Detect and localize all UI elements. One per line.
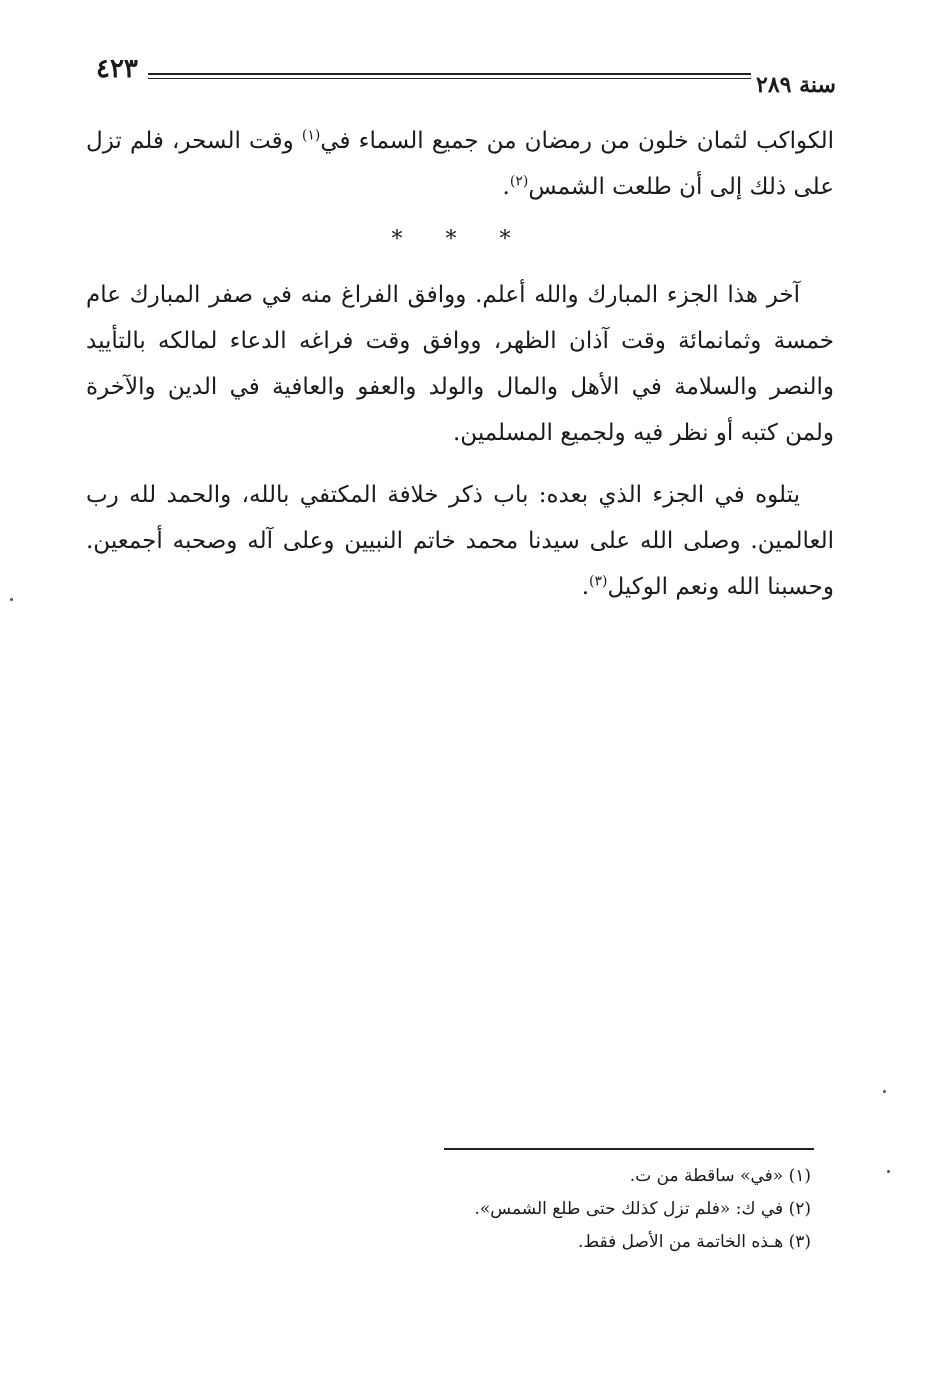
footnote-marker-2[interactable]: (٢) — [509, 173, 529, 190]
paragraph-comet — [86, 118, 834, 210]
page-number: ٤٢٣ — [96, 54, 138, 84]
paragraph-colophon: آخر هذا الجزء المبارك والله أعلم. ووافق الفراغ منه في صفر المبارك عام خمسة وثمانمائة وقت آذان الظهر، ووافق وقت فراغه الدعاء لمالكه بالتأييد والنصر والسلامة في الأهل والمال والولد والعفو والعافية في الدين والآخرة ولمن كتبه أو نظر فيه ولجميع المسلمين. — [86, 282, 834, 446]
paragraph-end: . — [581, 574, 590, 600]
paragraph-text: الكواكب لثمان خلون من رمضان من جميع السماء في — [320, 128, 834, 154]
paragraph-next-part — [86, 472, 834, 610]
footnote-rule — [444, 1148, 814, 1150]
scan-speck — [887, 1170, 890, 1173]
footnote-2: (٢) في ك: «فلم تزل كذلك حتى طلع الشمس». — [474, 1199, 811, 1219]
scan-speck — [883, 1090, 886, 1093]
paragraph-text: يتلوه في الجزء الذي بعده: باب ذكر خلافة المكتفي بالله، والحمد لله رب العالمين. وصلى الله على سيدنا محمد خاتم النبيين وعلى آله وصحبه أجمعين. وحسبنا الله ونعم الوكيل — [86, 482, 834, 600]
footnote-3: (٣) هـذه الخاتمة من الأصل فقط. — [578, 1232, 811, 1252]
header-rule-thin — [148, 78, 751, 79]
main-text — [86, 118, 834, 626]
footnote-1: (١) «في» ساقطة من ت. — [629, 1166, 811, 1186]
paragraph-text: وقت السحر، فلم تزل على ذلك إلى أن طلعت الشمس — [86, 128, 834, 200]
paragraph-end: . — [502, 174, 510, 200]
header-rule — [148, 73, 751, 75]
running-head-year: سنة ٢٨٩ — [756, 72, 836, 98]
footnote-marker-3[interactable]: (٣) — [589, 573, 608, 590]
footnotes — [100, 1160, 811, 1259]
page-header — [88, 50, 836, 100]
section-separator: * * * — [391, 227, 529, 252]
scan-speck — [10, 598, 13, 601]
footnote-marker-1[interactable]: (١) — [301, 127, 321, 144]
